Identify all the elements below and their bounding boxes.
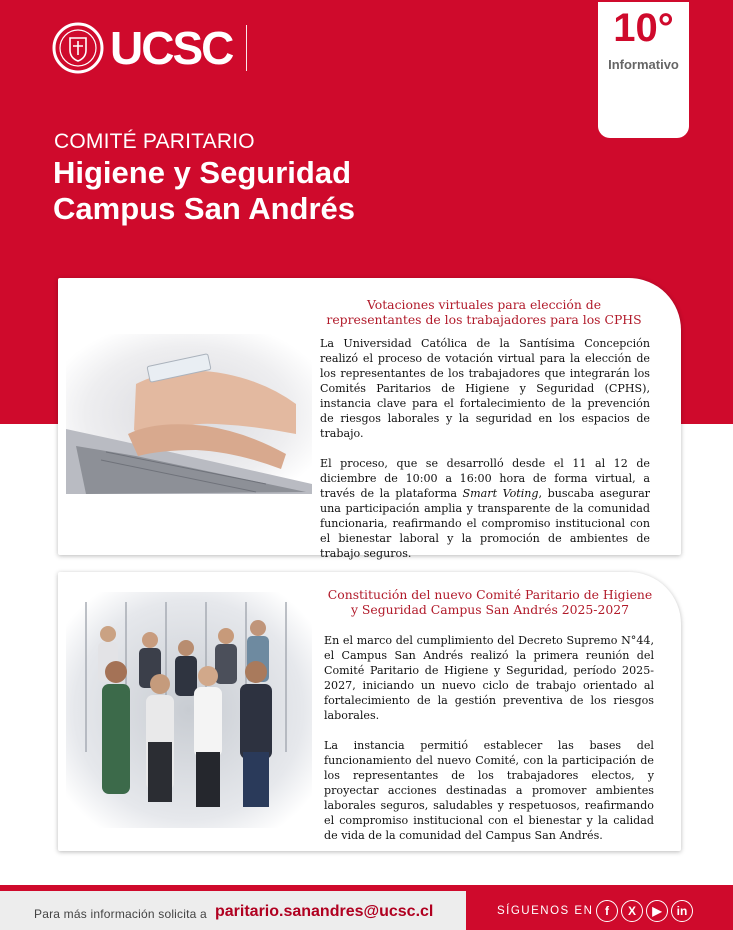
article-body (324, 633, 654, 858)
follow-us-label: SÍGUENOS EN (497, 905, 594, 917)
header-kicker: COMITÉ PARITARIO (54, 130, 255, 153)
linkedin-icon[interactable]: in (671, 900, 693, 922)
article-card-voting (58, 278, 681, 560)
edition-badge (598, 2, 689, 138)
paragraph-text: , buscaba asegurar una participación amplia y transparente de la comunidad funcionaria, reafirmando el compromiso institucional con el bienestar laboral y la promoción de ambientes de trabajo seguros. (320, 487, 650, 560)
page-title (53, 155, 355, 227)
article-body (320, 336, 650, 576)
edition-number: 10° (613, 6, 674, 50)
article-heading-line1: Votaciones virtuales para elección de (366, 297, 602, 312)
facebook-icon[interactable]: f (596, 900, 618, 922)
paragraph-text: El proceso, que se desarrolló desde el 11 al 12 de diciembre de 10:00 a 16:00 hora de forma virtual, a través de la plataforma (320, 457, 650, 500)
edition-label: Informativo (608, 57, 679, 72)
brand-name: UCSC (110, 22, 233, 74)
platform-name: Smart Voting (462, 487, 539, 500)
article-paragraph: En el marco del cumplimiento del Decreto Supremo N°44, el Campus San Andrés realizó la primera reunión del Comité Paritario de Higiene y Seguridad, período 2025-2027, iniciando un nuevo ciclo de trabajo orientado al fortalecimiento de la gestión preventiva de los riesgos laborales. (324, 634, 654, 722)
article-heading (316, 297, 652, 327)
committee-group-photo (66, 592, 312, 828)
logo-divider (246, 25, 247, 71)
footer-info-text: Para más información solicita a (34, 907, 207, 921)
article-heading-line2: y Seguridad Campus San Andrés 2025-2027 (350, 602, 630, 617)
ucsc-seal-icon (52, 22, 104, 74)
page-title-line2: Campus San Andrés (53, 191, 356, 226)
article-paragraph (320, 456, 650, 561)
article-paragraph: La Universidad Católica de la Santísima Concepción realizó el proceso de votación virtual para la elección de los representantes de los trabajadores que integrarán los Comités Paritarios de Higiene y Seguridad (CPHS), instancia clave para el fortalecimiento de la prevención de riesgos laborales y la seguridad en los espacios de trabajo. (320, 337, 650, 440)
article-heading-line1: Constitución del nuevo Comité Paritario de Higiene (327, 587, 653, 602)
article-heading-line2: representantes de los trabajadores para los CPHS (326, 312, 642, 327)
article-heading (320, 587, 660, 617)
contact-email-link[interactable]: paritario.sanandres@ucsc.cl (215, 903, 434, 920)
x-icon[interactable]: X (621, 900, 643, 922)
article-card-committee (58, 572, 681, 851)
youtube-icon[interactable]: ▶ (646, 900, 668, 922)
page-title-line1: Higiene y Seguridad (53, 155, 352, 190)
ucsc-logo[interactable] (52, 22, 247, 74)
article-paragraph: La instancia permitió establecer las bases del funcionamiento del nuevo Comité, con la participación de los representantes de los trabajadores electos, y proyectar acciones destinadas a promover ambientes laborales seguros, saludables y respetuosos, reafirmando el compromiso institucional con el bienestar y la calidad de vida de la comunidad del Campus San Andrés. (324, 739, 654, 842)
voting-photo (66, 334, 312, 494)
